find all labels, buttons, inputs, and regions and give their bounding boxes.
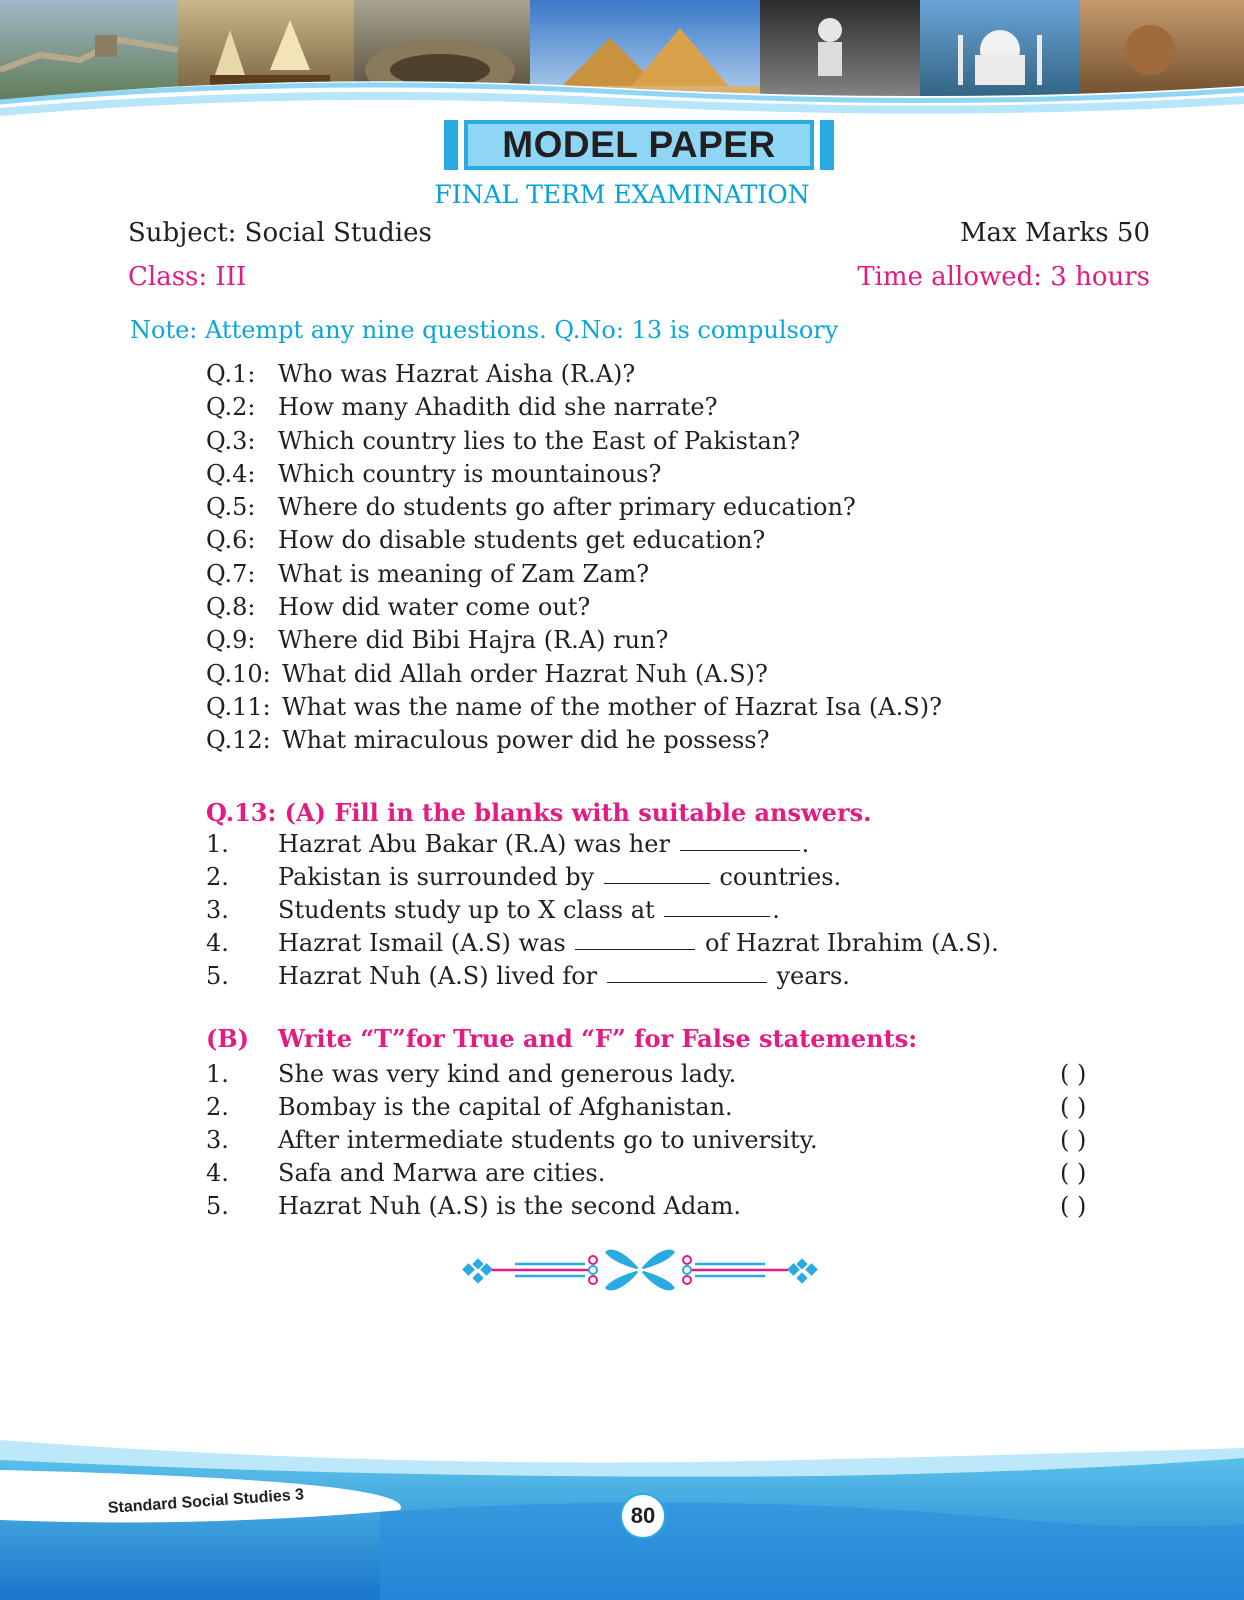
statement-text: Bombay is the capital of Afghanistan. xyxy=(278,1093,733,1121)
section-b-heading: Write “T”for True and “F” for False statements: xyxy=(278,1024,918,1053)
question-list xyxy=(206,360,942,760)
answer-box[interactable]: ( ) xyxy=(1060,1093,1087,1121)
question-item xyxy=(206,593,942,626)
item-number: 4. xyxy=(206,1159,229,1187)
true-false-item xyxy=(206,1093,1106,1126)
statement-text: Hazrat Nuh (A.S) is the second Adam. xyxy=(278,1192,742,1220)
question-item xyxy=(206,560,942,593)
item-number: 1. xyxy=(206,830,229,858)
true-false-item xyxy=(206,1060,1106,1093)
true-false-item xyxy=(206,1192,1106,1225)
item-number: 3. xyxy=(206,896,229,924)
answer-blank[interactable] xyxy=(575,929,695,950)
header-banner-images xyxy=(0,0,1244,125)
item-number: 5. xyxy=(206,1192,229,1220)
title-box xyxy=(444,120,834,170)
question-text: What miraculous power did he possess? xyxy=(282,726,770,755)
statement-text: Safa and Marwa are cities. xyxy=(278,1159,606,1187)
question-number: Q.2: xyxy=(206,393,256,422)
answer-box[interactable]: ( ) xyxy=(1060,1060,1087,1088)
fill-blank-item xyxy=(206,830,999,863)
exam-subtitle: FINAL TERM EXAMINATION xyxy=(434,180,810,209)
item-text-before: Hazrat Abu Bakar (R.A) was her xyxy=(278,830,670,858)
item-number: 3. xyxy=(206,1126,229,1154)
question-item xyxy=(206,726,942,759)
item-text-after: countries. xyxy=(719,863,842,891)
statement-text: After intermediate students go to university. xyxy=(278,1126,818,1154)
question-number: Q.10: xyxy=(206,659,271,688)
question-text: What was the name of the mother of Hazrat Isa (A.S)? xyxy=(282,692,942,721)
question-text: What did Allah order Hazrat Nuh (A.S)? xyxy=(282,659,768,688)
section-b-label: (B) xyxy=(206,1024,249,1053)
fill-blank-item xyxy=(206,863,999,896)
answer-blank[interactable] xyxy=(680,830,800,851)
page-number: 80 xyxy=(620,1493,666,1539)
question-text: How many Ahadith did she narrate? xyxy=(278,393,718,422)
question-text: Which country is mountainous? xyxy=(278,459,662,488)
instruction-note: Note: Attempt any nine questions. Q.No: 13 is compulsory xyxy=(130,316,839,344)
question-item xyxy=(206,660,942,693)
question-number: Q.1: xyxy=(206,360,256,388)
true-false-item xyxy=(206,1159,1106,1192)
fill-blank-item xyxy=(206,929,999,962)
decorative-divider-icon xyxy=(460,1246,820,1296)
statement-text: She was very kind and generous lady. xyxy=(278,1060,737,1088)
page-title: MODEL PAPER xyxy=(468,124,810,166)
question-number: Q.6: xyxy=(206,526,256,555)
question-number: Q.3: xyxy=(206,426,256,455)
answer-box[interactable]: ( ) xyxy=(1060,1159,1087,1187)
time-allowed-label: Time allowed: 3 hours xyxy=(857,262,1150,292)
question-item xyxy=(206,693,942,726)
book-title: Standard Social Studies 3 xyxy=(107,1486,305,1517)
item-number: 1. xyxy=(206,1060,229,1088)
fill-blank-item xyxy=(206,896,999,929)
question-item xyxy=(206,460,942,493)
fill-blanks-list xyxy=(206,830,999,995)
item-text-after: . xyxy=(772,896,780,924)
question-item xyxy=(206,427,942,460)
true-false-list xyxy=(206,1060,1106,1225)
question-item xyxy=(206,493,942,526)
question-text: Which country lies to the East of Pakistan? xyxy=(278,426,801,455)
item-text-before: Students study up to X class at xyxy=(278,896,655,924)
item-number: 2. xyxy=(206,1093,229,1121)
item-text-after: . xyxy=(801,830,810,858)
question-number: Q.4: xyxy=(206,459,256,488)
item-text-before: Pakistan is surrounded by xyxy=(278,863,595,891)
item-text-before: Hazrat Nuh (A.S) lived for xyxy=(278,962,598,990)
question-text: How do disable students get education? xyxy=(278,526,766,555)
item-text-after: of Hazrat Ibrahim (A.S). xyxy=(705,929,999,957)
item-text-before: Hazrat Ismail (A.S) was xyxy=(278,929,566,957)
question-number: Q.11: xyxy=(206,692,271,721)
answer-box[interactable]: ( ) xyxy=(1060,1192,1087,1220)
section-a-heading: Q.13: (A) Fill in the blanks with suitable answers. xyxy=(206,798,872,827)
question-number: Q.8: xyxy=(206,593,256,622)
question-text: How did water come out? xyxy=(278,593,591,622)
answer-blank[interactable] xyxy=(607,962,767,983)
question-item xyxy=(206,360,942,393)
answer-box[interactable]: ( ) xyxy=(1060,1126,1087,1154)
question-item xyxy=(206,526,942,559)
subject-label: Subject: Social Studies xyxy=(128,218,432,248)
item-number: 4. xyxy=(206,929,229,957)
question-item xyxy=(206,626,942,659)
question-item xyxy=(206,393,942,426)
fill-blank-item xyxy=(206,962,999,995)
question-text: Where did Bibi Hajra (R.A) run? xyxy=(278,626,669,655)
answer-blank[interactable] xyxy=(664,896,770,917)
question-number: Q.12: xyxy=(206,726,271,755)
item-number: 5. xyxy=(206,962,229,990)
true-false-item xyxy=(206,1126,1106,1159)
max-marks-label: Max Marks 50 xyxy=(959,218,1150,248)
question-number: Q.5: xyxy=(206,493,256,522)
question-text: What is meaning of Zam Zam? xyxy=(278,559,650,588)
class-label: Class: III xyxy=(128,262,247,292)
answer-blank[interactable] xyxy=(604,863,710,884)
question-number: Q.7: xyxy=(206,559,256,588)
question-number: Q.9: xyxy=(206,626,256,655)
item-number: 2. xyxy=(206,863,229,891)
question-text: Where do students go after primary education? xyxy=(278,493,856,522)
question-text: Who was Hazrat Aisha (R.A)? xyxy=(278,360,636,388)
item-text-after: years. xyxy=(776,962,850,990)
